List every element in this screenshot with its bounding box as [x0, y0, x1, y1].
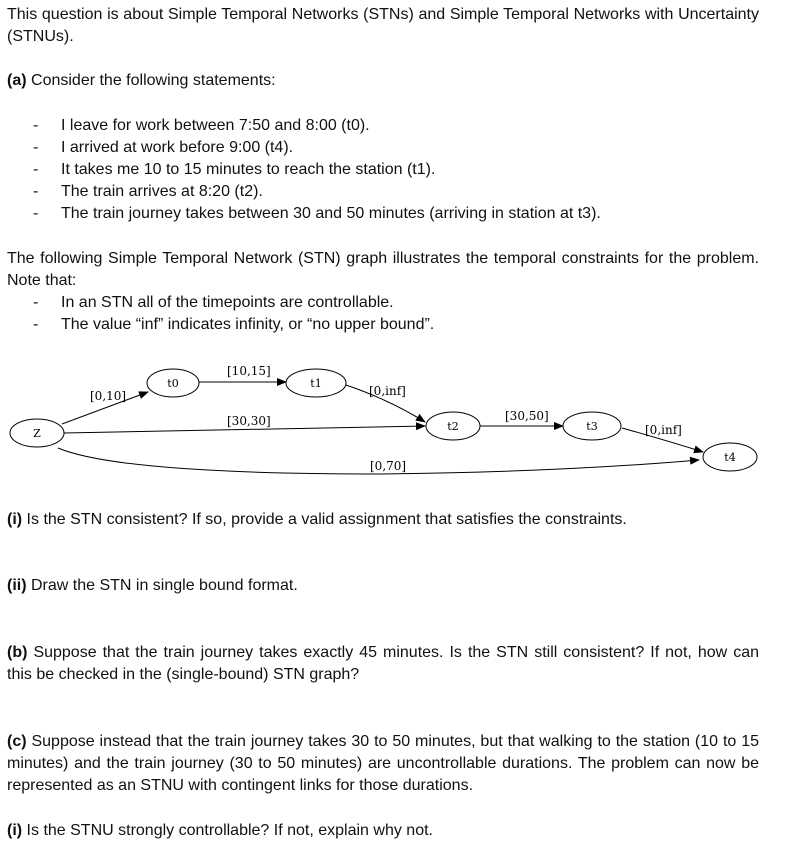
part-a-heading [7, 70, 759, 92]
part-a-text: Consider the following statements: [26, 72, 276, 89]
question-a-i-label: (i) [7, 511, 23, 528]
node-t1-label: t1 [310, 377, 322, 390]
question-b-label: (b) [7, 644, 28, 661]
question-a-i [7, 509, 759, 531]
statement-item: - The train arrives at 8:20 (t2). [33, 183, 263, 200]
question-c-i-label: (i) [7, 822, 23, 839]
question-b-text: Suppose that the train journey takes exactly 45 minutes. Is the STN still consistent? If not, how can this be checked in the (single-bound) STN graph? [7, 644, 759, 683]
question-c-text: Suppose instead that the train journey takes 30 to 50 minutes, but that walking to the station (10 to 15 minutes) and the train journey (30 to 50 minutes) are uncontrollable durations. The problem can now be represented as an STNU with contingent links for those durations. [7, 733, 759, 794]
part-a-label: (a) [7, 72, 27, 89]
graph-intro-paragraph: The following Simple Temporal Network (STN) graph illustrates the temporal constraints for the problem. Note that: [7, 250, 759, 289]
edge-t1-t2-label: [0,inf] [369, 384, 406, 398]
node-t3-label: t3 [586, 420, 598, 433]
question-b [7, 642, 759, 686]
question-c-label: (c) [7, 733, 27, 750]
node-t0-label: t0 [167, 377, 179, 390]
note-item: - In an STN all of the timepoints are controllable. [33, 294, 394, 311]
edge-t3-t4-label: [0,inf] [645, 423, 682, 437]
question-a-i-text: Is the STN consistent? If so, provide a valid assignment that satisfies the constraints. [22, 511, 627, 528]
edge-z-t4-label: [0,70] [370, 459, 407, 473]
node-t2-label: t2 [447, 420, 459, 433]
statement-item: - It takes me 10 to 15 minutes to reach the station (t1). [33, 161, 436, 178]
question-a-ii-text: Draw the STN in single bound format. [26, 577, 298, 594]
question-a-ii [7, 575, 759, 597]
statement-item: - I leave for work between 7:50 and 8:00 (t0). [33, 117, 370, 134]
node-t4-label: t4 [724, 451, 736, 464]
edge-z-t2-label: [30,30] [227, 414, 271, 428]
edge-t0-t1-label: [10,15] [227, 364, 271, 378]
edge-t2-t3-label: [30,50] [505, 409, 549, 423]
question-a-ii-label: (ii) [7, 577, 27, 594]
question-c [7, 731, 759, 797]
note-item: - The value “inf” indicates infinity, or “no upper bound”. [33, 316, 435, 333]
intro-paragraph: This question is about Simple Temporal Networks (STNs) and Simple Temporal Networks with Uncertainty (STNUs). [7, 6, 759, 45]
stn-graph [0, 352, 806, 487]
statement-item: - The train journey takes between 30 and 50 minutes (arriving in station at t3). [33, 205, 601, 222]
node-z-label: Z [33, 427, 41, 440]
statement-item: - I arrived at work before 9:00 (t4). [33, 139, 294, 156]
question-c-i [7, 820, 759, 842]
question-c-i-text: Is the STNU strongly controllable? If not, explain why not. [22, 822, 433, 839]
edge-z-t0-label: [0,10] [90, 389, 127, 403]
